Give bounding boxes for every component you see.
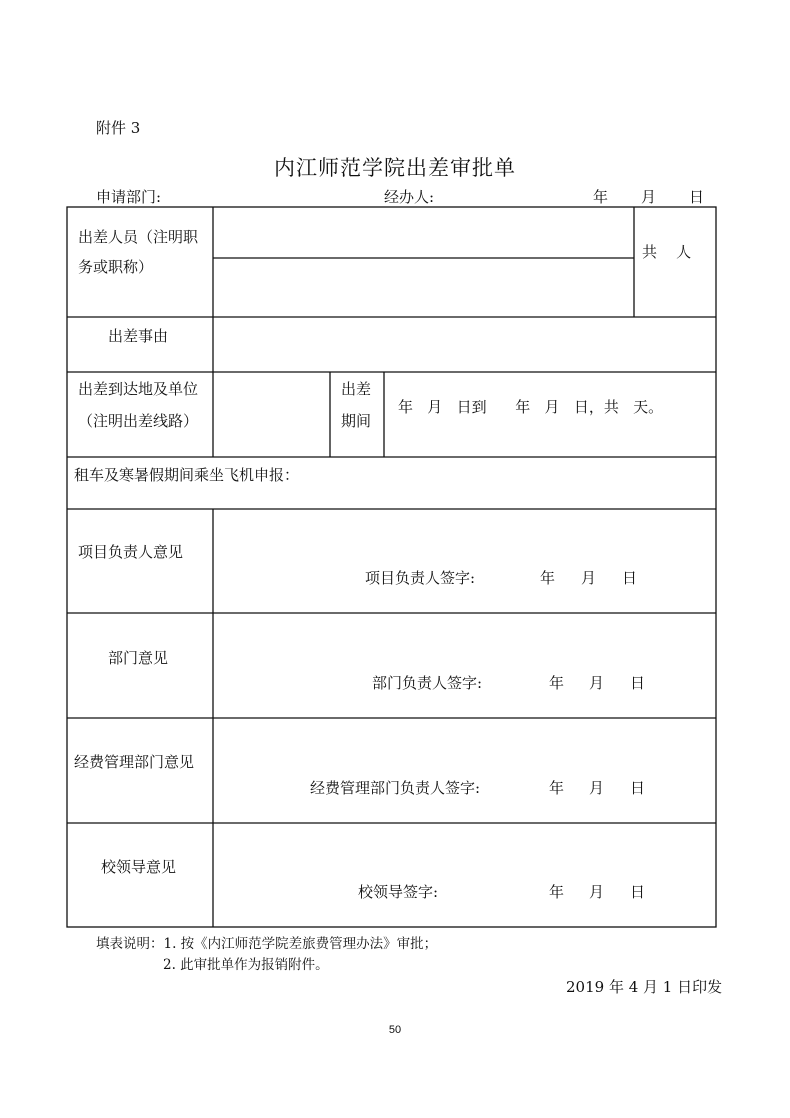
leader-sign-label: 校领导签字: [358, 883, 439, 901]
header-year: 年 [593, 188, 609, 206]
project-sign-label: 项目负责人签字: [365, 569, 476, 587]
personnel-label-line2: 务或职称） [78, 258, 154, 276]
dept-opinion-label: 部门意见 [108, 649, 169, 667]
form-title: 内江师范学院出差审批单 [274, 156, 516, 180]
dept-date-day: 日 [630, 674, 646, 692]
finance-sign-label: 经费管理部门负责人签字: [310, 779, 481, 797]
reason-label: 出差事由 [108, 327, 169, 345]
leader-opinion-label: 校领导意见 [101, 858, 177, 876]
dept-label: 申请部门: [96, 188, 162, 206]
header-day: 日 [689, 188, 705, 206]
dept-sign-label: 部门负责人签字: [372, 674, 483, 692]
page-number: 50 [388, 1024, 402, 1036]
note-line2: 2. 此审批单作为报销附件。 [163, 957, 329, 973]
finance-date-month: 月 [589, 779, 605, 797]
project-date-year: 年 [540, 569, 556, 587]
period-label-line1: 出差 [341, 380, 372, 398]
project-opinion-label: 项目负责人意见 [78, 543, 184, 561]
destination-label-line2: （注明出差线路） [78, 412, 199, 430]
note-line1: 填表说明：1. 按《内江师范学院差旅费管理办法》审批； [96, 936, 438, 952]
project-date-day: 日 [622, 569, 638, 587]
period-text: 年 月 日到 年 月 日，共 天。 [398, 398, 664, 416]
finance-opinion-label: 经费管理部门意见 [74, 753, 195, 771]
handler-label: 经办人: [384, 188, 435, 206]
leader-date-year: 年 [549, 883, 565, 901]
leader-date-day: 日 [630, 883, 646, 901]
project-date-month: 月 [581, 569, 597, 587]
dept-date-month: 月 [589, 674, 605, 692]
finance-date-year: 年 [549, 779, 565, 797]
period-label-line2: 期间 [341, 412, 372, 430]
destination-label-line1: 出差到达地及单位 [78, 380, 199, 398]
print-date: 2019 年 4 月 1 日印发 [566, 978, 723, 996]
header-month: 月 [641, 188, 657, 206]
dept-date-year: 年 [549, 674, 565, 692]
total-people: 共 人 [642, 243, 692, 261]
finance-date-day: 日 [630, 779, 646, 797]
personnel-label-line1: 出差人员（注明职 [78, 228, 199, 246]
attachment-label: 附件 3 [96, 119, 141, 137]
leader-date-month: 月 [589, 883, 605, 901]
rental-label: 租车及寒暑假期间乘坐飞机申报： [74, 466, 300, 484]
